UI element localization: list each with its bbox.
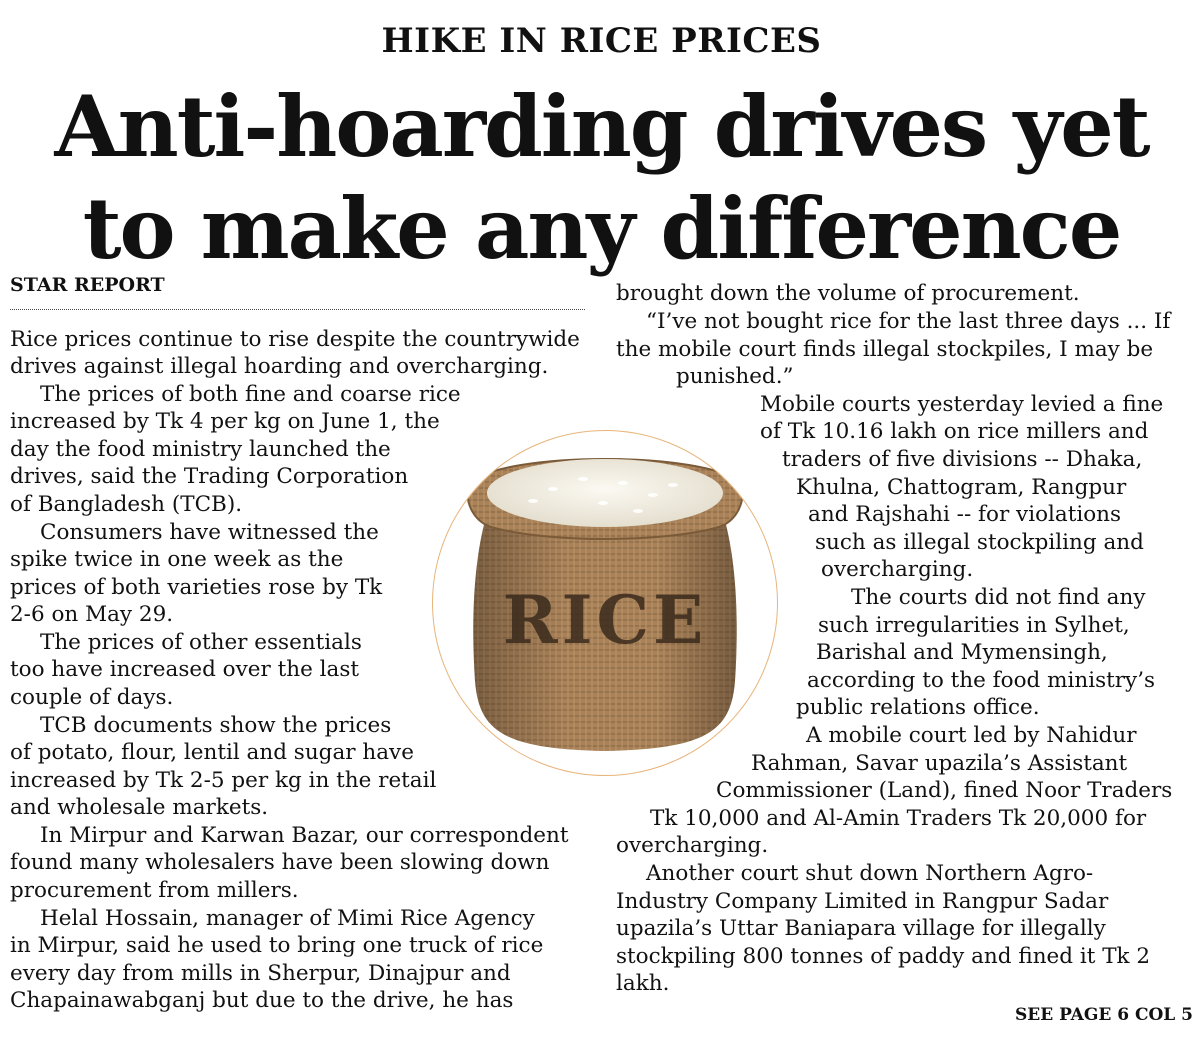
body-line: upazila’s Uttar Baniapara village for illegally [616,916,1106,941]
body-line: TCB documents show the prices [40,713,392,738]
body-line: punished.” [676,364,794,389]
body-line: A mobile court led by Nahidur [806,723,1137,748]
body-line: “I’ve not bought rice for the last three days ... If [646,309,1171,334]
body-line: Tk 10,000 and Al-Amin Traders Tk 20,000 for [650,806,1147,831]
body-line: Barishal and Mymensingh, [816,640,1108,665]
body-line: the mobile court finds illegal stockpiles, I may be [616,337,1154,362]
body-line: according to the food ministry’s [807,668,1156,693]
body-line: and wholesale markets. [10,795,269,820]
body-line: such as illegal stockpiling and [815,530,1144,555]
body-line: and Rajshahi -- for violations [808,502,1122,527]
rice-sack-photo [432,430,778,776]
body-line: of potato, flour, lentil and sugar have [10,740,414,765]
body-line: of Tk 10.16 lakh on rice millers and [760,419,1149,444]
body-line: overcharging. [821,557,974,582]
body-line: The courts did not find any [851,585,1146,610]
body-line: such irregularities in Sylhet, [818,613,1130,638]
body-line: in Mirpur, said he used to bring one truck of rice [10,933,544,958]
body-line: traders of five divisions -- Dhaka, [782,447,1143,472]
byline-divider [10,309,585,310]
body-line: Industry Company Limited in Rangpur Sadar [616,889,1109,914]
rice-sack-illustration [433,431,777,775]
body-line: drives against illegal hoarding and overcharging. [10,354,549,379]
body-line: spike twice in one week as the [10,547,344,572]
body-line: overcharging. [616,833,769,858]
body-line: The prices of both fine and coarse rice [40,382,461,407]
sack-label: RICE [502,581,708,659]
body-line: increased by Tk 4 per kg on June 1, the [10,409,440,434]
body-line: found many wholesalers have been slowing down [10,850,550,875]
body-line: couple of days. [10,685,174,710]
body-line: Commissioner (Land), fined Noor Traders [716,778,1173,803]
body-line: brought down the volume of procurement. [616,281,1080,306]
body-line: Khulna, Chattogram, Rangpur [796,475,1127,500]
headline-line: Anti-hoarding drives yet [54,77,1149,176]
headline-line: to make any difference [82,179,1121,278]
body-line: In Mirpur and Karwan Bazar, our correspondent [40,823,569,848]
continued-jump-line: SEE PAGE 6 COL 5 [1014,1005,1193,1025]
body-line: increased by Tk 2-5 per kg in the retail [10,768,437,793]
body-line: The prices of other essentials [40,630,362,655]
body-line: too have increased over the last [10,657,360,682]
body-line: public relations office. [796,695,1040,720]
body-line: lakh. [616,971,670,996]
rice-grains [487,459,723,527]
body-line: Helal Hossain, manager of Mimi Rice Agency [40,906,535,931]
body-line: Another court shut down Northern Agro- [646,861,1094,886]
kicker: HIKE IN RICE PRICES [381,21,822,61]
body-line: prices of both varieties rose by Tk [10,575,383,600]
body-line: Rice prices continue to rise despite the countrywide [10,327,580,352]
body-line: of Bangladesh (TCB). [10,492,243,517]
body-line: Consumers have witnessed the [40,520,379,545]
body-line: Rahman, Savar upazila’s Assistant [751,751,1128,776]
body-line: stockpiling 800 tonnes of paddy and fined it Tk 2 [616,944,1151,969]
body-line: drives, said the Trading Corporation [10,464,409,489]
headline [0,76,1203,280]
body-line: Chapainawabganj but due to the drive, he has [10,988,514,1013]
body-line: Mobile courts yesterday levied a fine [760,392,1164,417]
body-line: every day from mills in Sherpur, Dinajpur and [10,961,511,986]
body-line: day the food ministry launched the [10,437,391,462]
body-line: procurement from millers. [10,878,299,903]
body-line: 2-6 on May 29. [10,602,174,627]
byline: STAR REPORT [10,274,165,296]
